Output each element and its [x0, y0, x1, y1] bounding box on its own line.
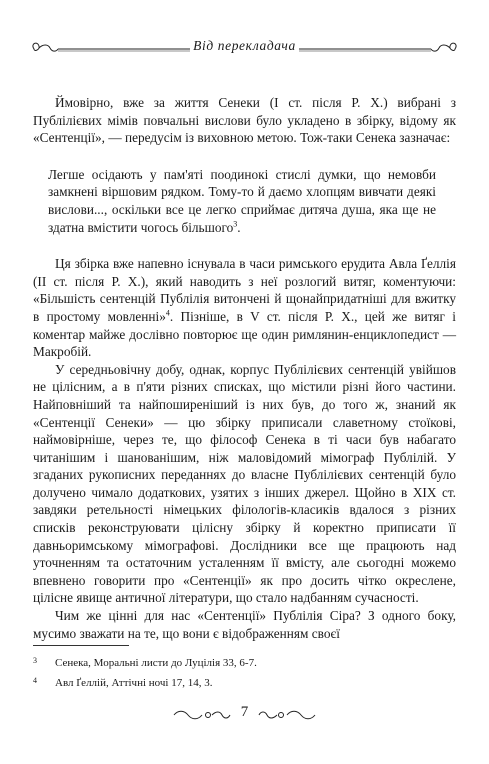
footnote-text: Сенека, Моральні листи до Луцілія 33, 6-7.	[55, 657, 257, 669]
footnote-ref[interactable]: 3	[233, 219, 238, 229]
footnote-item	[33, 655, 456, 671]
footnote-divider	[33, 645, 129, 646]
paragraph: Ця збірка вже напевно існувала в часи римського ерудита Авла Ґеллія (ІІ ст. після Р. Х.), який наводить з неї розлогий витяг, коментуючи: «Більшість сентенцій Публілія витончені й щонайпридатніші для вжитку в простому мовленні»$^4$. Пізніше, в V ст. після Р. Х., цей же витяг і коментар майже дослівно повторює ще один римлянин-енциклопедист — Макробій.	[33, 256, 456, 360]
footnote-number: 3	[33, 656, 37, 665]
page-footer	[0, 704, 489, 726]
right-flourish-ornament	[296, 40, 461, 58]
footnotes	[33, 655, 456, 695]
running-title: Від перекладача	[193, 38, 296, 53]
right-footer-ornament	[257, 707, 317, 723]
paragraph: У середньовічну добу, однак, корпус Публілієвих сентенцій увійшов не цілісним, а в п'яти різних списках, що містили різні його частини. Найповніший та найпоширеніший із них був, до того ж, знаний як «Сентенції Сенеки» — цю збірку приписали славетному стоїкові, наймовірніше, через те, що філософ Сенека в ті часи був набагато читанішим і шанованішим, ніж маловідомий мімограф Публілій. У згаданих рукописних переданнях до власне Публілієвих сентенцій було долучено чимало додаткових, узятих з інших джерел. Щойно в ХІХ ст. завдяки ретельності німецьких філологів-класиків вдалося з різних списків реконструювати цілісну збірку й коректно приписати її давньоримському мімографові. Дослідники все ще працюють над уточненням та остаточним усталенням її вмісту, але сьогодні можемо впевнено говорити про «Сентенції» як про досить чітко окреслене, цілісне явище античної літератури, що стало надбанням сучасності.	[33, 361, 456, 606]
page-number: 7	[240, 704, 249, 720]
running-head	[28, 38, 461, 62]
footnote-item	[33, 675, 456, 691]
paragraph: Ймовірно, вже за життя Сенеки (І ст. після Р. Х.) вибрані з Публілієвих мімів повчальні вислови було укладено в збірку, відому як «Сентенції», — передусім із виховною метою. Тож-таки Сенека зазначає:	[33, 95, 456, 146]
block-quote: Легше осідають у пам'яті поодинокі стислі думки, що немовби замкнені віршовим рядком. Тому-то й даємо хлопцям вивчати деякі вислови..., оскільки все це легко сприймає дитяча душа, яка ще не здатна вмістити чогось більшого$^3$.	[48, 166, 436, 235]
main-text	[33, 94, 456, 642]
footnote-text: Авл Ґеллій, Аттічні ночі 17, 14, 3.	[55, 677, 213, 689]
paragraph: Чим же цінні для нас «Сентенції» Публілія Сіра? З одного боку, мусимо зважати на те, що вони є відображенням своєї	[33, 608, 456, 641]
footnote-number: 4	[33, 676, 37, 685]
footnote-ref[interactable]: 4	[165, 308, 170, 318]
